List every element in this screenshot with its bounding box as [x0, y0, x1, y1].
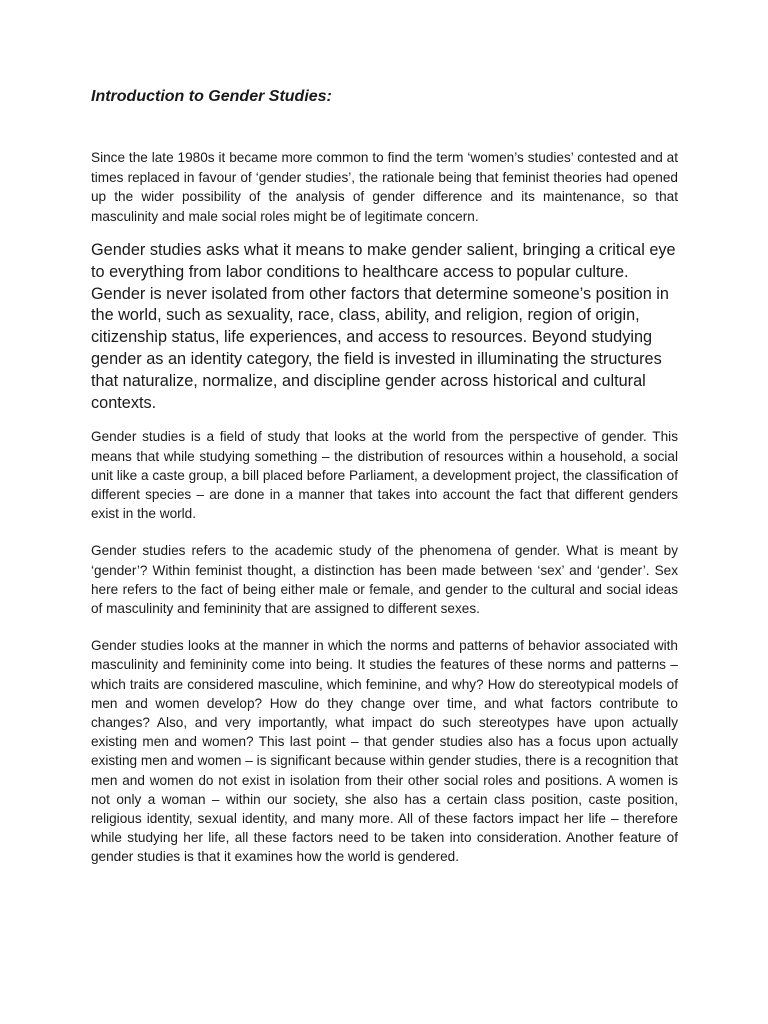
document-page	[91, 86, 678, 867]
paragraph-gender-salient: Gender studies asks what it means to make gender salient, bringing a critical eye to everything from labor conditions to healthcare access to popular culture. Gender is never isolated from other factors that determine someone’s position in the world, such as sexuality, race, class, ability, and religion, region of origin, citizenship status, life experiences, and access to resources. Beyond studying gender as an identity category, the field is invested in illuminating the structures that naturalize, normalize, and discipline gender across historical and cultural contexts.	[91, 241, 676, 412]
paragraph-womens-studies: Since the late 1980s it became more common to find the term ‘women’s studies’ contested and at times replaced in favour of ‘gender studies’, the rationale being that feminist theories had opened up the wider possibility of the analysis of gender difference and its maintenance, so that masculinity and male social roles might be of legitimate concern.	[91, 150, 678, 224]
paragraph-norms-and-patterns: Gender studies looks at the manner in which the norms and patterns of behavior associated with masculinity and femininity come into being. It studies the features of these norms and patterns – which traits are considered masculine, which feminine, and why? How do stereotypical models of men and women develop? How do they change over time, and what factors contribute to changes? Also, and very importantly, what impact do such stereotypes have upon actually existing men and women? This last point – that gender studies also has a focus upon actually existing men and women – is significant because within gender studies, there is a recognition that men and women do not exist in isolation from their other social roles and positions. A women is not only a woman – within our society, she also has a certain class position, caste position, religious identity, sexual identity, and many more. All of these factors impact her life – therefore while studying her life, all these factors need to be taken into consideration. Another feature of gender studies is that it examines how the world is gendered.	[91, 638, 678, 865]
page-title: Introduction to Gender Studies:	[91, 88, 332, 105]
paragraph-field-of-study: Gender studies is a field of study that looks at the world from the perspective of gender. This means that while studying something – the distribution of resources within a household, a social unit like a caste group, a bill placed before Parliament, a development project, the classification of different species – are done in a manner that takes into account the fact that different genders exist in the world.	[91, 429, 678, 522]
paragraph-academic-study: Gender studies refers to the academic study of the phenomena of gender. What is meant by ‘gender’? Within feminist thought, a distinction has been made between ‘sex’ and ‘gender’. Sex here refers to the fact of being either male or female, and gender to the cultural and social ideas of masculinity and femininity that are assigned to different sexes.	[91, 543, 678, 616]
